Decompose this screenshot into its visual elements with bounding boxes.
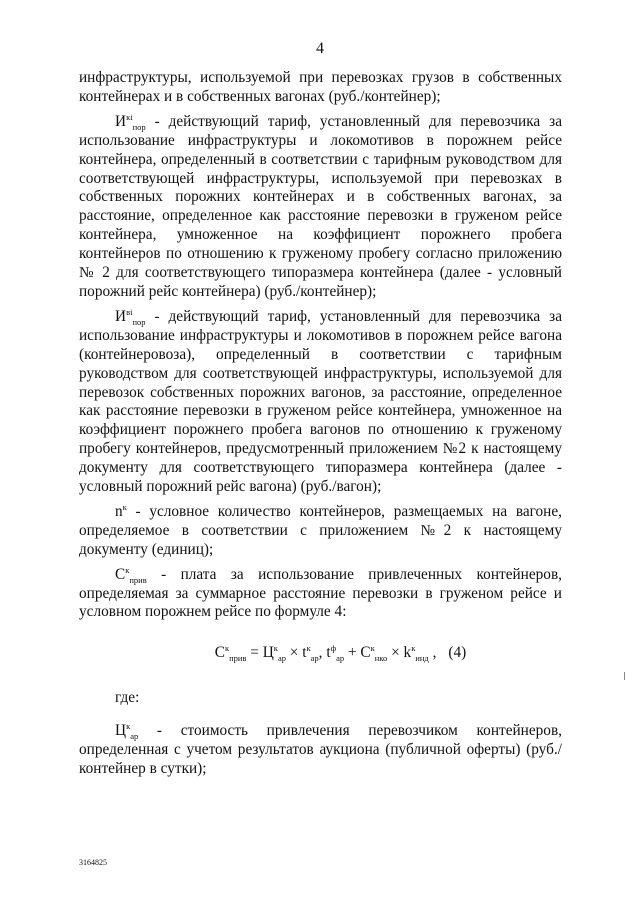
paragraph-continuation: инфраструктуры, используемой при перевозках грузов в собственных контейнерах и в собственных вагонах (руб./контейнер); — [79, 69, 562, 105]
definition-text: - действующий тариф, установленный для перевозчика за использование инфраструктуры и локомотивов в порожнем рейсе контейнера, определенный в соответствии с тарифным руководством для соответствующей инфраструктуры, используемой при перевозках в собственных порожних контейнерах и в собственных вагонах, за расстояние, определенное как расстояние перевозки в груженом рейсе контейнера, умноженное на коэффициент порожнего пробега контейнеров по отношению к груженому пробегу согласно приложению № 2 для соответствующего типоразмера контейнера (далее - условный порожний рейс контейнера) (руб./контейнер); — [79, 112, 562, 300]
definition-text: - плата за использование привлеченных контейнеров, определяемая за суммарное расстояние перевозки в груженом рейсе и условном порожнем рейсе по формуле 4: — [79, 565, 562, 621]
definition-text: - условное количество контейнеров, размещаемых на вагоне, определяемое в соответствии с приложением №2 к настоящему документу (единиц); — [79, 502, 562, 558]
document-id: 3164825 — [79, 858, 107, 867]
where-label: где: — [115, 689, 140, 707]
definition-c-priv — [79, 566, 562, 623]
formula-4: $С^к_{прив} = Ц^к_{ар} \times t^к_{ар}$, $t^ф_{ар} + С^к_{нко} \times k^к_{инд}$ , (4) — [214, 643, 467, 664]
document-body — [79, 69, 562, 779]
symbol: $n^к$ — [115, 501, 127, 520]
margin-mark — [624, 672, 625, 680]
formula-number: (4) — [448, 644, 467, 662]
definition-i-k-por — [79, 113, 562, 302]
definition-i-v-por — [79, 308, 562, 497]
definition-text: - стоимость привлечения перевозчиком контейнеров, определенная с учетом результатов аукциона (публичной оферты) (руб./контейнер в сутки); — [79, 722, 562, 777]
definition-n-k — [79, 503, 562, 560]
symbol: $С^к_{прив}$ — [115, 564, 147, 585]
definition-ts-ar — [79, 722, 562, 779]
definition-text: - действующий тариф, установленный для перевозчика за использование инфраструктуры и локомотивов в порожнем рейсе вагона (контейнеровоза), определенный в соответствии с тарифным руководством для соответствующей инфраструктуры, используемой для перевозок собственных порожних вагонов, за расстояние, определенное как расстояние перевозки в груженом рейсе контейнера, умноженное на коэффициент порожнего пробега вагонов по отношению к груженому пробегу контейнеров, предусмотренный приложением №2 к настоящему документу для соответствующего типоразмера контейнера (далее - условный порожний рейс вагона) (руб./вагон); — [79, 307, 562, 496]
symbol: $И^{кi}_{пор}$ — [115, 111, 146, 132]
symbol: $Ц^к_{ар}$ — [115, 721, 139, 742]
page-number: 4 — [316, 40, 324, 57]
symbol: $И^{вi}_{пор}$ — [115, 306, 146, 327]
